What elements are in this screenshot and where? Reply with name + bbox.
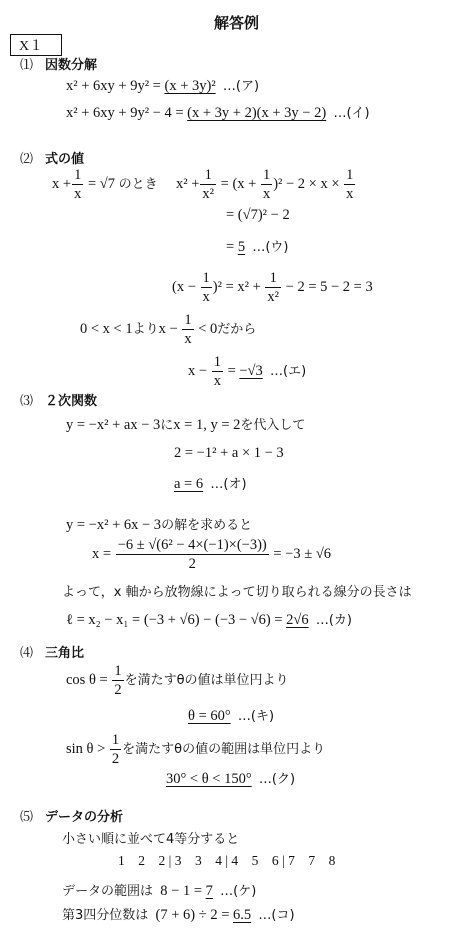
s1-line2: [66, 102, 370, 122]
s3-line1-ni: に: [160, 418, 174, 433]
frac-1-over-x-f: $\frac{1}{x}$: [213, 354, 221, 389]
section-1-number: ⑴: [20, 58, 34, 73]
s5-range-label: データの範囲は: [62, 884, 154, 899]
label-ko: …(コ): [258, 908, 295, 923]
s4-sin-desc: を満たすθの値の範囲は単位円より: [122, 741, 326, 757]
label-a: …(ア): [222, 79, 260, 94]
s2-line6-a: x −: [188, 362, 211, 379]
label-u: …(ウ): [252, 240, 289, 255]
s3-line3: [174, 473, 247, 493]
s2-line4: [172, 271, 373, 304]
section-4-title: 三角比: [45, 646, 85, 661]
label-i: …(イ): [333, 106, 370, 121]
s2-line2: = (√7)² − 2: [226, 207, 290, 223]
s4-range-line: [166, 768, 295, 788]
page-title: 解答例: [214, 14, 260, 32]
s4-theta-line: [188, 705, 274, 725]
s3-line5-b: = −3 ± √6: [269, 545, 332, 562]
section-3-number: ⑶: [20, 394, 34, 409]
frac-1-over-x2-b: $\frac{1}{\text{x²}}$: [267, 270, 280, 305]
s3-dainyu: を代入して: [240, 418, 306, 433]
label-ku: …(ク): [258, 772, 296, 787]
section-4-heading: [20, 642, 84, 661]
s4-sin: sin θ >: [66, 740, 109, 757]
s2-line6-b: =: [223, 362, 240, 379]
s3-line6: [66, 609, 352, 629]
frac-1-over-x2: $\frac{1}{\text{x²}}$: [202, 167, 215, 202]
frac-1-over-2-b: $\frac{1}{2}$: [111, 732, 120, 767]
s4-cos: cos θ =: [66, 671, 112, 688]
section-2-number: ⑵: [20, 152, 34, 167]
s5-q3-label: 第3四分位数は: [62, 908, 149, 923]
s2-line5-a: 0 < x < 1: [80, 320, 133, 337]
s4-cos-line: [66, 664, 289, 697]
section-2-heading: [20, 148, 84, 167]
s2-notoki: のとき: [118, 176, 158, 192]
frac-1-over-x-b: $\frac{1}{x}$: [262, 167, 271, 202]
section-4-number: ⑷: [20, 646, 34, 661]
s2-line3-eq: =: [226, 239, 238, 255]
s1-line2-expr: x² + 6xy + 9y² − 4 =: [66, 105, 188, 121]
s5-q3-line: [62, 904, 295, 924]
s5-data-seq: 1 2 2 | 3 3 4 | 4 5 6 | 7 7 8: [118, 853, 336, 868]
section-5-heading: [20, 806, 123, 825]
section-1-title: 因数分解: [45, 58, 98, 73]
s3-line6-a: ℓ = x₂ − x₁ = (−3 + √6) − (−3 − √6) =: [66, 612, 287, 628]
s5-sort-desc: 小さい順に並べて4等分すると: [62, 832, 240, 847]
s2-line4-b: )² = x² +: [212, 278, 265, 295]
s3-line2: 2 = −1² + a × 1 − 3: [174, 445, 284, 461]
label-ka: …(カ): [315, 613, 353, 628]
answer-ka: 2√6: [286, 612, 309, 628]
label-ke: …(ケ): [220, 884, 257, 899]
s2-line1-mid: = (x +: [217, 175, 260, 192]
section-5-number: ⑸: [20, 810, 34, 825]
section-2-title: 式の値: [45, 152, 85, 167]
frac-1-over-x: $\frac{1}{x}$: [74, 167, 82, 202]
s2-cond-tail: = √7: [84, 175, 115, 192]
s3-yotte: よって，x 軸から放物線によって切り取られる線分の長さは: [62, 585, 412, 600]
answer-ko: 6.5: [233, 907, 252, 923]
s5-q3-expr: (7 + 6) ÷ 2 =: [155, 907, 234, 923]
s3-line5-a: x =: [92, 545, 115, 562]
s2-line4-a: (x −: [172, 278, 200, 295]
answer-e: −√3: [239, 362, 263, 379]
s3-line1-c: x = 1, y = 2: [173, 417, 241, 433]
answer-ke: 7: [205, 883, 213, 899]
answer-ku: 30° < θ < 150°: [166, 771, 252, 787]
section-5-title: データの分析: [45, 810, 124, 825]
s2-line4-c: − 2 = 5 − 2 = 3: [282, 278, 373, 295]
s2-line1: x² + $\frac{1}{\text{x²}}$ = (x + $\frac{1}{x}$ )² − 2 × x × $\frac{1}{x}$: [176, 167, 354, 202]
frac-1-over-x-c: $\frac{1}{x}$: [346, 167, 354, 202]
s2-line5: [80, 313, 256, 346]
s1-line1-expr: x² + 6xy + 9y² =: [66, 78, 165, 94]
s4-sin-line: [66, 733, 325, 766]
label-o: …(オ): [210, 477, 247, 492]
s2-condition: x + $\frac{1}{x}$ = √7 のとき: [52, 167, 158, 202]
section-3-heading: [20, 390, 97, 409]
answer-a: (x + 3y)²: [164, 78, 216, 94]
s2-line1-tail: )² − 2 × x ×: [273, 175, 344, 192]
s5-range-expr: 8 − 1 =: [160, 883, 206, 899]
frac-1-over-2: $\frac{1}{2}$: [114, 663, 122, 698]
frac-1-over-x-e: $\frac{1}{x}$: [184, 312, 192, 347]
frac-quadratic: $\frac{\text{−6 ± √(6² − 4×(−1)×(−3))}}{2}$: [117, 537, 267, 572]
s2-line5-c: < 0: [194, 320, 218, 337]
answer-o: a = 6: [174, 476, 204, 492]
s2-line6: [188, 355, 306, 388]
label-e: …(エ): [270, 363, 307, 379]
answer-u: 5: [237, 239, 246, 255]
answer-ki: θ = 60°: [188, 708, 231, 724]
section-1-heading: [20, 54, 97, 73]
s3-line4-a: y = −x² + 6x − 3: [66, 517, 162, 533]
section-3-title: ２次関数: [45, 394, 98, 409]
s2-dakara: だから: [217, 321, 257, 337]
s3-line5: [92, 538, 331, 571]
frac-1-over-x-d: $\frac{1}{x}$: [202, 270, 210, 305]
s3-line1: [66, 414, 305, 434]
s2-yorini: より: [132, 321, 159, 337]
s2-line5-b: x −: [158, 320, 182, 337]
s1-line1: [66, 75, 259, 95]
s2-line3: [226, 236, 288, 256]
s4-cos-desc: を満たすθの値は単位円より: [124, 672, 289, 688]
s5-range-line: [62, 880, 256, 900]
s3-kaiwo: の解を求めると: [161, 518, 253, 533]
answer-i: (x + 3y + 2)(x + 3y − 2): [187, 105, 327, 121]
s3-line1-a: y = −x² + ax − 3: [66, 417, 161, 433]
s3-line4: [66, 514, 252, 534]
problem-label: X１: [10, 34, 62, 56]
label-ki: …(キ): [237, 709, 275, 724]
